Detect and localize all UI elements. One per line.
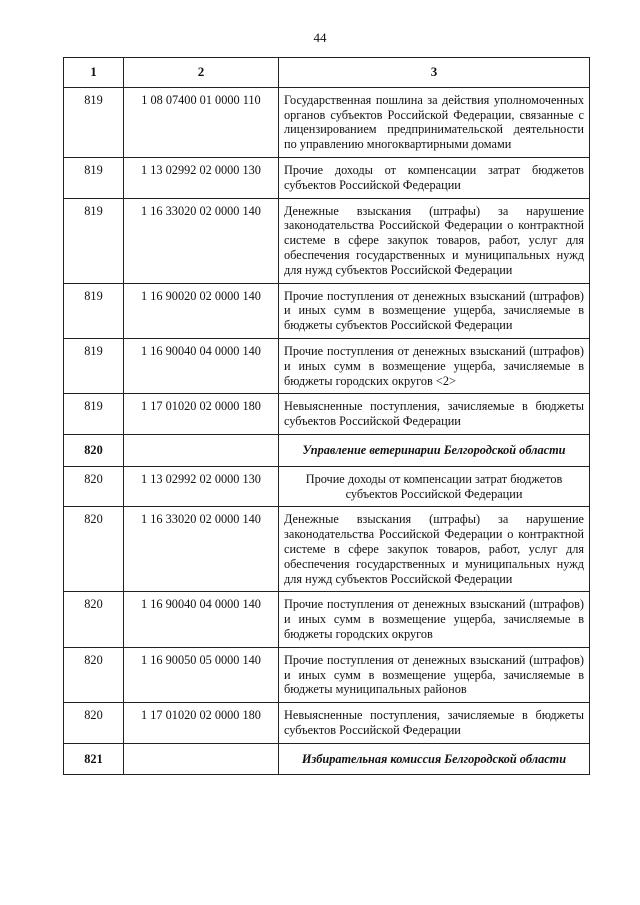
admin-code-cell: 820 — [64, 647, 124, 702]
revenue-code-cell: 1 16 33020 02 0000 140 — [124, 198, 279, 283]
page-number: 44 — [313, 30, 327, 45]
revenue-code-cell: 1 16 33020 02 0000 140 — [124, 507, 279, 592]
admin-code-cell: 819 — [64, 198, 124, 283]
table-header-row — [64, 58, 590, 88]
revenue-name-cell: Денежные взыскания (штрафы) за нарушение законодательства Российской Федерации о контрактной системе в сфере закупок товаров, работ, услуг для обеспечения государственных и муниципальных нужд для нужд субъектов Российской Федерации — [279, 198, 590, 283]
revenue-name-cell: Прочие поступления от денежных взысканий (штрафов) и иных сумм в возмещение ущерба, зачисляемые в бюджеты субъектов Российской Федерации — [279, 283, 590, 338]
revenue-code-cell: 1 16 90040 04 0000 140 — [124, 592, 279, 647]
admin-code-cell: 819 — [64, 394, 124, 435]
table-row — [64, 338, 590, 393]
admin-code-cell: 819 — [64, 283, 124, 338]
revenue-code-cell — [124, 434, 279, 466]
column-header-admin: 1 — [64, 58, 124, 88]
revenue-name-cell: Прочие поступления от денежных взысканий (штрафов) и иных сумм в возмещение ущерба, зачисляемые в бюджеты городских округов — [279, 592, 590, 647]
revenue-code-cell — [124, 743, 279, 775]
revenue-name-cell: Государственная пошлина за действия уполномоченных органов субъектов Российской Федерации, связанные с лицензированием предпринимательской деятельности по управлению многоквартирными домами — [279, 87, 590, 157]
revenue-code-cell: 1 16 90050 05 0000 140 — [124, 647, 279, 702]
admin-code-cell: 821 — [64, 743, 124, 775]
table-section-heading-row — [64, 434, 590, 466]
revenue-name-cell: Прочие поступления от денежных взысканий (штрафов) и иных сумм в возмещение ущерба, зачисляемые в бюджеты городских округов <2> — [279, 338, 590, 393]
revenue-name-cell: Денежные взыскания (штрафы) за нарушение законодательства Российской Федерации о контрактной системе в сфере закупок товаров, работ, услуг для обеспечения государственных и муниципальных нужд для нужд субъектов Российской Федерации — [279, 507, 590, 592]
revenue-name-cell: Избирательная комиссия Белгородской области — [279, 743, 590, 775]
revenue-code-cell: 1 08 07400 01 0000 110 — [124, 87, 279, 157]
revenue-code-cell: 1 17 01020 02 0000 180 — [124, 394, 279, 435]
admin-code-cell: 819 — [64, 87, 124, 157]
admin-code-cell: 820 — [64, 507, 124, 592]
revenue-code-cell: 1 17 01020 02 0000 180 — [124, 703, 279, 744]
admin-code-cell: 819 — [64, 338, 124, 393]
table-row — [64, 198, 590, 283]
admin-code-cell: 820 — [64, 703, 124, 744]
table-row — [64, 394, 590, 435]
revenue-code-cell: 1 13 02992 02 0000 130 — [124, 466, 279, 507]
revenue-name-cell: Невыясненные поступления, зачисляемые в бюджеты субъектов Российской Федерации — [279, 394, 590, 435]
column-header-code: 2 — [124, 58, 279, 88]
admin-code-cell: 820 — [64, 592, 124, 647]
revenue-code-cell: 1 16 90020 02 0000 140 — [124, 283, 279, 338]
table-row — [64, 703, 590, 744]
table-row — [64, 592, 590, 647]
revenue-name-cell: Прочие доходы от компенсации затрат бюджетов субъектов Российской Федерации — [279, 466, 590, 507]
table-section-heading-row — [64, 743, 590, 775]
admin-code-cell: 819 — [64, 157, 124, 198]
table-row — [64, 647, 590, 702]
table-row — [64, 466, 590, 507]
budget-revenue-table — [63, 57, 590, 775]
table-row — [64, 157, 590, 198]
table-body — [64, 87, 590, 775]
table-row — [64, 283, 590, 338]
table-row — [64, 507, 590, 592]
revenue-name-cell: Прочие поступления от денежных взысканий (штрафов) и иных сумм в возмещение ущерба, зачисляемые в бюджеты муниципальных районов — [279, 647, 590, 702]
revenue-name-cell: Прочие доходы от компенсации затрат бюджетов субъектов Российской Федерации — [279, 157, 590, 198]
revenue-name-cell: Управление ветеринарии Белгородской области — [279, 434, 590, 466]
admin-code-cell: 820 — [64, 466, 124, 507]
revenue-name-cell: Невыясненные поступления, зачисляемые в бюджеты субъектов Российской Федерации — [279, 703, 590, 744]
column-header-name: 3 — [279, 58, 590, 88]
table-row — [64, 87, 590, 157]
revenue-code-cell: 1 16 90040 04 0000 140 — [124, 338, 279, 393]
revenue-code-cell: 1 13 02992 02 0000 130 — [124, 157, 279, 198]
admin-code-cell: 820 — [64, 434, 124, 466]
